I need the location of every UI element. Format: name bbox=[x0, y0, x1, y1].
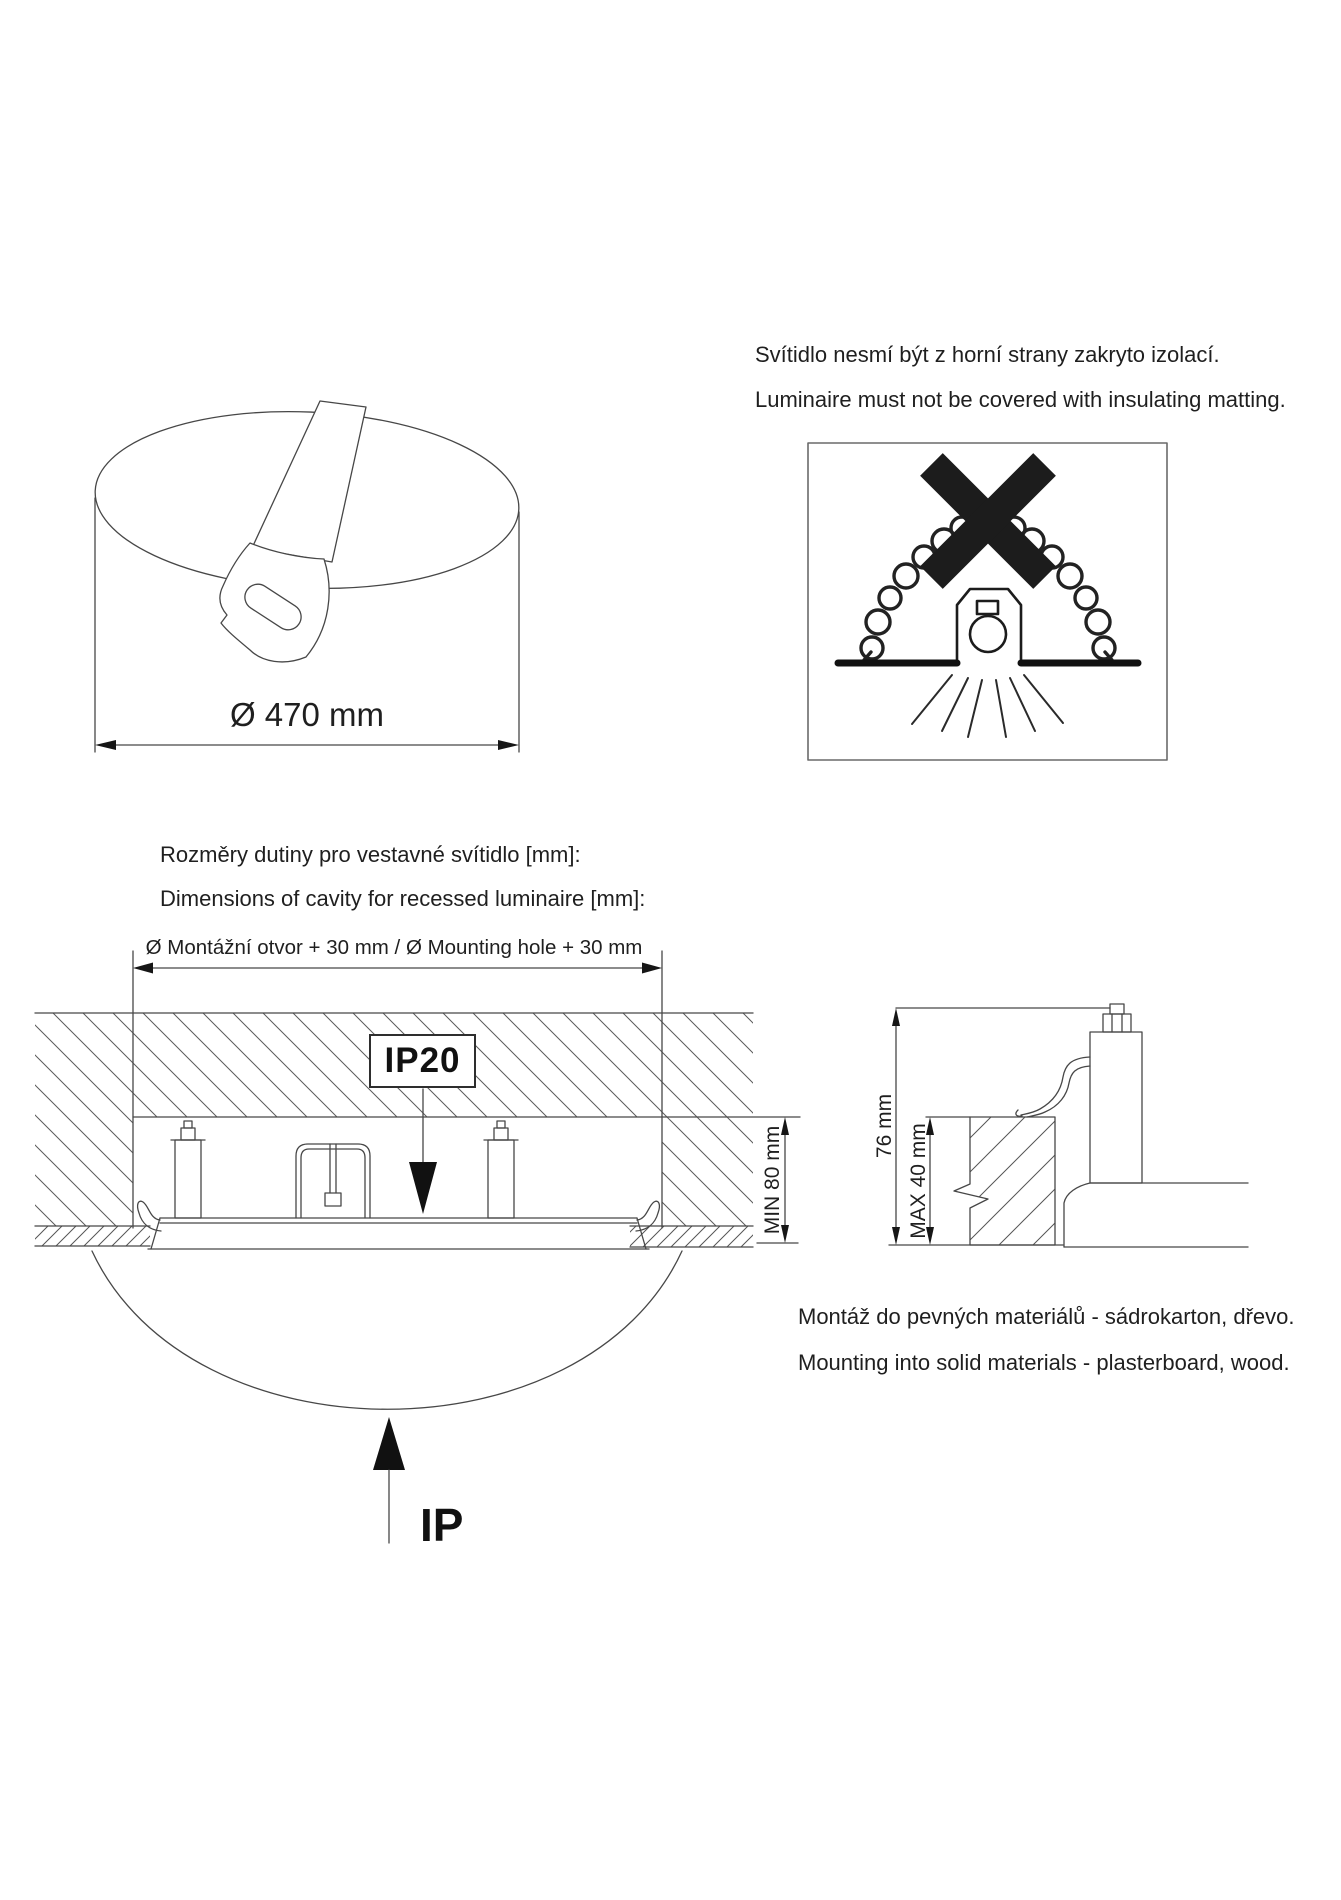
diameter-label: Ø 470 mm bbox=[229, 696, 385, 733]
mounting-post-left bbox=[171, 1121, 205, 1218]
mounting-post-right bbox=[484, 1121, 518, 1218]
ceiling-board-left bbox=[35, 1226, 150, 1246]
spring-bracket bbox=[296, 1144, 370, 1218]
light-rays bbox=[912, 675, 1063, 737]
ceiling-board-right bbox=[630, 1226, 753, 1247]
recessed-lamp-icon bbox=[957, 589, 1021, 663]
diameter-dimension bbox=[95, 740, 519, 750]
mounting-hole-dimension-label: Ø Montážní otvor + 30 mm / Ø Mounting hole + 30 mm bbox=[145, 936, 643, 959]
min-depth-label: MIN 80 mm bbox=[761, 1125, 784, 1235]
prohibition-x-icon bbox=[920, 453, 1056, 589]
cavity-heading-en: Dimensions of cavity for recessed luminaire [mm]: bbox=[160, 886, 646, 911]
ip-direction-arrow bbox=[373, 1417, 405, 1543]
trim-ring bbox=[138, 1201, 660, 1249]
mounting-post bbox=[1090, 1004, 1142, 1183]
insulation-note-cs: Svítidlo nesmí být z horní strany zakryto izolací. bbox=[755, 342, 1220, 367]
max-thickness-label: MAX 40 mm bbox=[907, 1123, 930, 1239]
plasterboard-block bbox=[954, 1117, 1055, 1245]
luminaire-housing-edge bbox=[1064, 1183, 1248, 1247]
hole-dimension bbox=[133, 963, 662, 974]
glass-dome bbox=[92, 1251, 682, 1409]
height-76-label: 76 mm bbox=[873, 1093, 896, 1159]
max-40-dimension bbox=[926, 1117, 970, 1245]
mounting-note-en: Mounting into solid materials - plasterboard, wood. bbox=[798, 1350, 1290, 1375]
ip-label: IP bbox=[420, 1499, 464, 1551]
mounting-note-cs: Montáž do pevných materiálů - sádrokarton, dřevo. bbox=[798, 1304, 1295, 1329]
cavity-heading-cs: Rozměry dutiny pro vestavné svítidlo [mm]: bbox=[160, 842, 581, 867]
insulation-note-en: Luminaire must not be covered with insulating matting. bbox=[755, 387, 1286, 412]
solid-mounting-detail bbox=[889, 1004, 1248, 1247]
saw-blade bbox=[252, 401, 366, 562]
no-insulation-pictogram bbox=[808, 443, 1167, 760]
ip20-rating-badge: IP20 bbox=[369, 1034, 476, 1088]
spring-clip bbox=[1016, 1057, 1090, 1117]
